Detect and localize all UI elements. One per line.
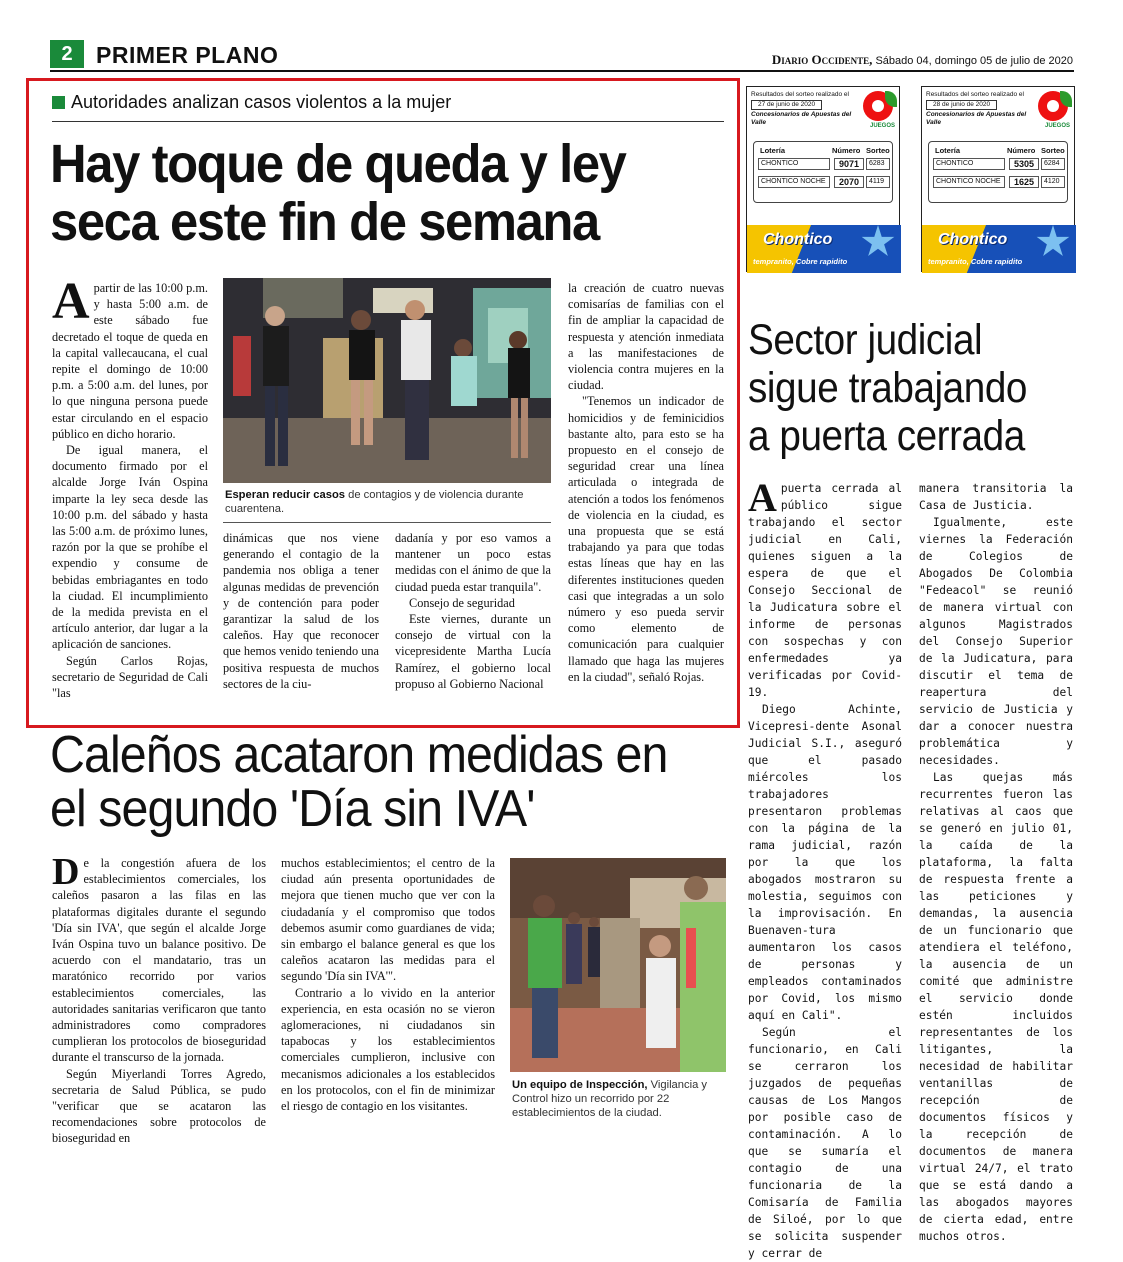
curfew-photo-illustration (223, 278, 551, 483)
paragraph-text: partir de las 10:00 p.m. y hasta 5:00 a.m. de este sábado fue decretado el toque de queda en la capital vallecaucana, el cual repite el domingo de 10:00 p.m. a 5:00 a.m. del lunes, por lo que ninguna persona puede estar circulando en el espacio público en dicho horario. (52, 281, 208, 441)
lottery-table (753, 141, 893, 203)
column-header: Número (832, 146, 861, 155)
paragraph: Las quejas más recurrentes fueron las relativas al caos que se generó en julio 01, la caída de la plataforma, la falta de respuesta frente a las peticiones y demandas, la ausencia de un funcionario que atendiera el teléfono, la ausencia de un comité que administre el servicio donde estén incluidos representantes de los litigantes, la necesidad de habilitar ventanillas de recepción de documentos físicos y la recepción de documentos de manera virtual 24/7, el trato que se está dando a las abogados mayores de cierta edad, entre muchos otros. (919, 771, 1073, 1243)
iva-story-column-1 (52, 851, 266, 1147)
paragraph-text: puerta cerrada al público sigue trabajando el sector judicial en Cali, quienes siguen a la espera de que el Consejo Seccional de la Judicatura sobre el informe de personas con sospechas y con enfermedades ya verificadas por Covid-19. (748, 482, 902, 699)
main-headline: Hay toque de queda y ley seca este fin de semana (50, 134, 626, 252)
column-header: Sorteo (1041, 146, 1065, 155)
curfew-photo (223, 278, 551, 483)
paragraph: la creación de cuatro nuevas comisarías de familias con el fin de ampliar la capacidad de respuesta y atención inmediata a las manifestaciones de violencia contra mujeres en la ciudad. (568, 281, 724, 393)
caption-divider (223, 522, 551, 523)
concession-name: Concesionarios de Apuestas del Valle (751, 111, 852, 126)
judicial-story-column-2 (919, 480, 1073, 1245)
winning-number-cell: 1625 (1009, 176, 1039, 188)
paragraph: "Tenemos un indicador de homicidios y de feminicidios bastante alto, para esto se ha propuesto en el consejo de seguridad crear una línea articulada o integrada de atención a todos los fenómenos de violencia en la ciudad, es una propuesta que se está trabajando ya para que todas estas líneas que hay en las diferentes instituciones queden casi que integradas a un solo número y eso pueda servir como elemento de comunicación para cualquier llamado que haga las mujeres en la ciudad", señaló Rojas. (568, 394, 724, 684)
draw-number-cell: 4120 (1041, 176, 1065, 188)
caption-lead: Un equipo de Inspección, (512, 1079, 648, 1091)
star-icon (1036, 225, 1070, 259)
paragraph: Contrario a lo vivido en la anterior experiencia, en esta ocasión no se vieron aglomeraciones, ni ciudadanos sin tapabocas y los establecimientos comerciales cumplieron, inclusive con mecanismos adicionales a los establecidos en los protocolos, con el fin de minimizar el riesgo de contagio en los visitantes. (281, 985, 495, 1114)
paragraph-text: e la congestión afuera de los establecimientos comerciales, los caleños pasaron a las filas en las plataformas digitales durante el segundo 'Día sin IVA', que según el alcalde Jorge Iván Ospina tuvo un balance positivo. De acuerdo con el mandatario, tras un maratónico recorrido por varios establecimientos comerciales, las autoridades sanitarias verificaron que tanto administradores como compradores cumplieran los protocolos de bioseguridad durante el transcurso de la jornada. (52, 856, 266, 1065)
paragraph: Diego Achinte, Vicepresi-dente Asonal Judicial S.I., aseguró que el pasado miércoles los trabajadores presentaron problemas con la página de la rama judicial, razón por la que los abogados mostraron su molestia, seguimos con la improvisación. En Buenaven-tura aumentaron los casos de personas y empleados contaminados por Covid, los mismo aquí en Cali". (748, 703, 902, 1022)
winning-number-cell: 5305 (1009, 158, 1039, 170)
draw-number-cell: 6284 (1041, 158, 1065, 170)
dropcap: A (52, 273, 90, 330)
winning-number-cell: 2070 (834, 176, 864, 188)
paragraph: Este viernes, durante un consejo de virtual con la vicepresidente Martha Lucía Ramírez, el gobierno local propuso al Gobierno Nacional (395, 612, 551, 691)
main-story-column-4 (568, 280, 724, 685)
header-divider (50, 70, 1074, 72)
iva-story-column-2 (281, 855, 495, 1114)
paragraph (748, 475, 902, 701)
main-story-column-2 (223, 530, 379, 692)
lottery-name-cell: CHONTICO NOCHE (758, 176, 830, 188)
draw-number-cell: 4119 (866, 176, 890, 188)
section-title: PRIMER PLANO (96, 42, 279, 68)
curfew-photo-caption (225, 488, 551, 516)
paragraph (52, 851, 266, 1066)
page-number: 2 (50, 40, 84, 68)
column-header: Lotería (760, 146, 786, 155)
main-story-column-1 (52, 273, 208, 701)
draw-date: 28 de junio de 2020 (926, 100, 997, 110)
star-icon (861, 225, 895, 259)
dropcap: D (52, 851, 80, 893)
draw-number-cell: 6283 (866, 158, 890, 170)
logo-text: JUEGOS (869, 123, 895, 129)
inspection-photo (510, 858, 726, 1072)
dropcap: A (748, 475, 777, 520)
winning-number-cell: 9071 (834, 158, 864, 170)
inspection-photo-illustration (510, 858, 726, 1072)
lottery-results-box (921, 86, 1075, 272)
paragraph: Según Miyerlandi Torres Agredo, secretaria de Salud Pública, se pudo "verificar que se acataron las recomendaciones sobre protocolos de bioseguridad en (52, 1066, 266, 1146)
chontico-banner (922, 225, 1076, 273)
iva-headline: Caleños acataron medidas en el segundo 'Día sin IVA' (50, 726, 668, 838)
story-kicker (52, 90, 724, 114)
square-bullet-icon (52, 96, 65, 109)
newspaper-name: Diario Occidente, (771, 52, 873, 67)
lottery-name-cell: CHONTICO (933, 158, 1005, 170)
judicial-story-column-1 (748, 475, 902, 1262)
header-dateline (772, 52, 1073, 68)
subheading: Consejo de seguridad (409, 595, 515, 610)
paragraph (52, 273, 208, 442)
inspection-photo-caption (512, 1078, 726, 1120)
judicial-headline: Sector judicial sigue trabajando a puerta cerrada (748, 316, 1027, 460)
brand-name: Chontico (938, 231, 1008, 248)
kicker-text: Autoridades analizan casos violentos a la mujer (71, 92, 452, 112)
result-label: Resultados del sorteo realizado el (751, 91, 849, 98)
lottery-table (928, 141, 1068, 203)
lottery-header (751, 91, 861, 127)
issue-date: Sábado 04, domingo 05 de julio de 2020 (875, 55, 1073, 67)
paragraph: manera transitoria la Casa de Justicia. (919, 482, 1073, 512)
paragraph: Igualmente, este viernes la Federación de Colegios de Abogados De Colombia "Fedeacol" se reunió de manera virtual con algunos Magistrados del Consejo Superior de la Judicatura, para discutir el tema de reapertura del servicio de Justicia y dar a conocer nuestra problemática y necesidades. (919, 516, 1073, 767)
brand-slogan: tempranito, Cobre rapidito (753, 257, 848, 266)
lottery-results-box (746, 86, 900, 272)
caption-text: de contagios y de violencia durante cuarentena. (225, 489, 524, 515)
paragraph: De igual manera, el documento firmado por el alcalde Jorge Iván Ospina imparte la ley seca desde las 10:00 p.m. del sábado y hasta las 5:00 a.m. de próximo lunes, razón por la que se prohíbe el expendio y consume de bebidas embriagantes en todo la ciudad. El incumplimiento de la medida prevista en el artículo anterior, dar lugar a la aplicación de sanciones. (52, 443, 208, 652)
result-label: Resultados del sorteo realizado el (926, 91, 1024, 98)
logo-text: JUEGOS (1044, 123, 1070, 129)
paragraph: Según Carlos Rojas, secretario de Seguridad de Cali "las (52, 653, 208, 701)
concession-name: Concesionarios de Apuestas del Valle (926, 111, 1027, 126)
lottery-name-cell: CHONTICO NOCHE (933, 176, 1005, 188)
column-header: Número (1007, 146, 1036, 155)
paragraph: Según el funcionario, en Cali se cerraron los juzgados de pequeñas causas de Los Mangos por posible caso de contaminación. A lo que se sumaría el contagio de una funcionaria de la Comisaría de Familia de Siloé, por lo que se solicita suspender y cerrar de (748, 1026, 902, 1260)
caption-lead: Esperan reducir casos (225, 489, 346, 501)
brand-name: Chontico (763, 231, 833, 248)
paragraph: dadanía y por eso vamos a mantener un poco estas medidas con el ánimo de que la ciudad pueda estar tranquila". (395, 531, 551, 594)
column-header: Sorteo (866, 146, 890, 155)
caption-text: Vigilancia y Control hizo un recorrido por 22 establecimientos de la ciudad. (512, 1079, 708, 1119)
draw-date: 27 de junio de 2020 (751, 100, 822, 110)
brand-slogan: tempranito, Cobre rapidito (928, 257, 1023, 266)
paragraph: dinámicas que nos viene generando el contagio de la pandemia nos obliga a tener algunas medidas de prevención y de contención para poder garantizar la salud de los caleños. Hay que reconocer que hemos venido teniendo una positiva respuesta de muchos sectores de la ciu- (223, 531, 379, 691)
lottery-header (926, 91, 1036, 127)
main-story-column-3 (395, 530, 551, 692)
column-header: Lotería (935, 146, 961, 155)
lottery-name-cell: CHONTICO (758, 158, 830, 170)
chontico-banner (747, 225, 901, 273)
paragraph: muchos establecimientos; el centro de la ciudad aún presenta oportunidades de mejora que tienen mucho que ver con la ciudadanía y el compromiso que todos debemos asumir como guardianes de vida; sin embargo el balance general es que los caleños acataron las medidas para el segundo 'Día sin IVA'". (281, 856, 495, 984)
kicker-divider (52, 121, 724, 122)
